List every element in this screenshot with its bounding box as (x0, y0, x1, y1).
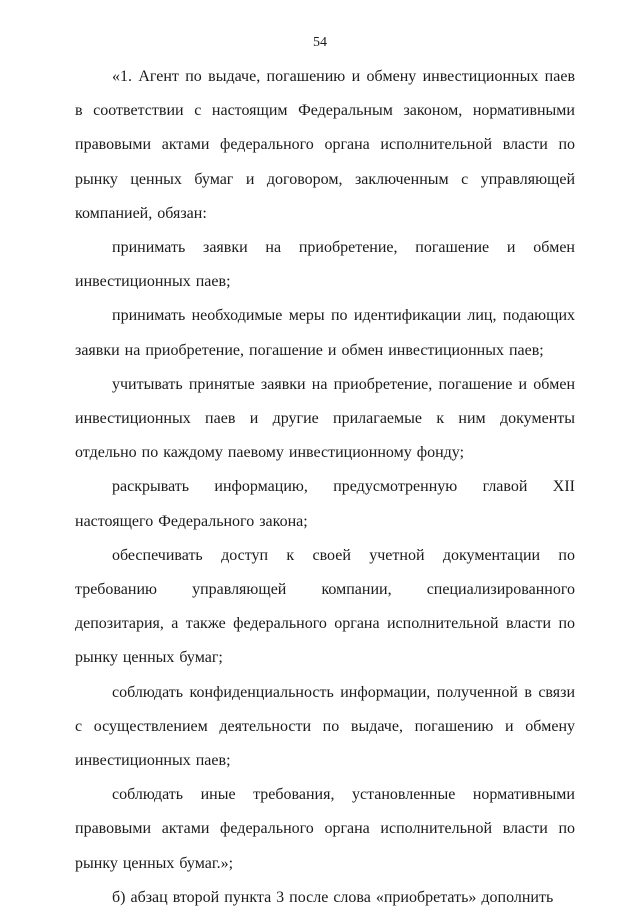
paragraph-accept-applications: принимать заявки на приобретение, погашение и обмен инвестиционных паев; (75, 239, 575, 291)
paragraph-amendment-b: б) абзац второй пункта 3 после слова «приобретать» дополнить (112, 888, 554, 906)
paragraph-confidentiality: соблюдать конфиденциальность информации, полученной в связи с осуществлением деятельности по выдаче, погашению и обмену инвестиционных паев; (75, 683, 575, 770)
paragraph-agent-obligations: «1. Агент по выдаче, погашению и обмену инвестиционных паев в соответствии с настоящим Федеральным законом, нормативными правовыми актами федерального органа исполнительной власти по рынку ценных бумаг и договором, заключенным с управляющей компанией, обязан: (75, 68, 575, 222)
paragraph-identification: принимать необходимые меры по идентификации лиц, подающих заявки на приобретение, погашение и обмен инвестиционных паев; (75, 307, 575, 359)
paragraph-record-applications: учитывать принятые заявки на приобретение, погашение и обмен инвестиционных паев и другие прилагаемые к ним документы отдельно по каждому паевому инвестиционному фонду; (75, 375, 575, 462)
paragraph-other-requirements: соблюдать иные требования, установленные нормативными правовыми актами федерального органа исполнительной власти по рынку ценных бумаг.»; (75, 786, 575, 872)
page-number: 54 (313, 35, 327, 50)
paragraph-disclose-information: раскрывать информацию, предусмотренную главой XII настоящего Федерального закона; (75, 478, 575, 530)
paragraph-provide-access: обеспечивать доступ к своей учетной документации по требованию управляющей компании, специализированного депозитария, а также федерального органа исполнительной власти по рынку ценных бумаг; (75, 546, 575, 667)
document-body (75, 60, 575, 915)
